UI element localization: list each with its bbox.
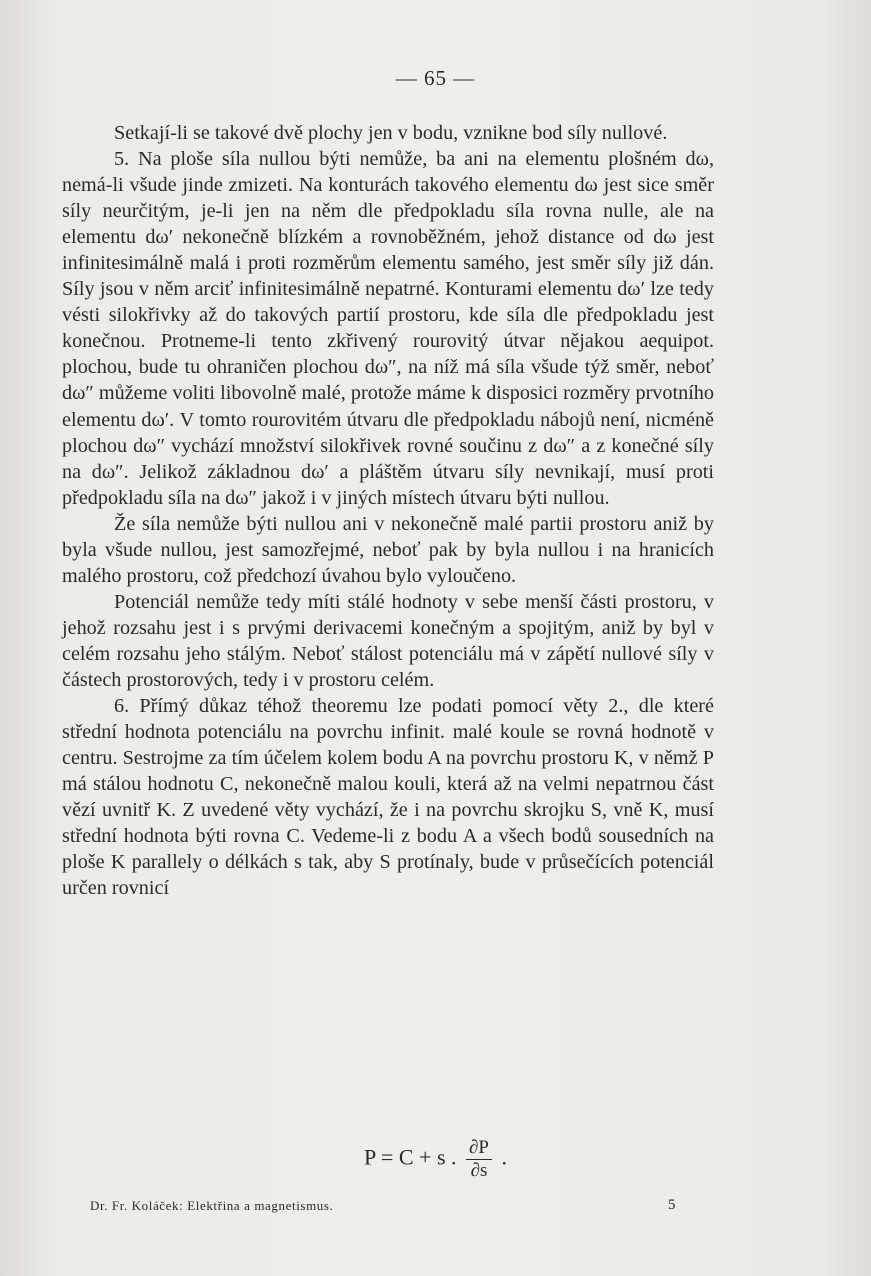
page-number: — 65 — [395, 66, 476, 90]
equation-end: . [501, 1144, 507, 1170]
footer-signature: Dr. Fr. Koláček: Elektřina a magnetismus. [90, 1198, 334, 1213]
paragraph-4: Potenciál nemůže tedy míti stálé hodnoty v sebe menší části prostoru, v jehož rozsahu jest i s prvými derivacemi konečným a spojitým, aniž by byl v celém rozsahu jeho stálým. Neboť stálost potenciálu má v zápětí nullové síly v částech prostorových, tedy i v prostoru celém. [62, 590, 714, 691]
body-text [62, 120, 714, 901]
equation-left: P = C + s . [364, 1144, 457, 1170]
fraction-numerator: ∂P [466, 1138, 492, 1160]
equation [0, 1138, 871, 1181]
partial-derivative-fraction [466, 1138, 492, 1181]
paragraph-1: Setkají-li se takové dvě plochy jen v bodu, vznikne bod síly nullové. [114, 122, 668, 144]
paragraph-2: 5. Na ploše síla nullou býti nemůže, ba ani na elementu plošném dω, nemá-li všude jinde zmizeti. Na konturách takového elementu dω jest sice směr síly neurčitým, je-li jen na něm dle předpokladu síla rovna nulle, ale na elementu dω′ nekonečně blízkém a rovnoběžném, jehož distance od dω jest infinitesimálně malá i proti rozměrům elementu samého, jest směr síly již dán. Síly jsou v něm arciť infinitesimálně nepatrné. Konturami elementu dω′ lze tedy vésti silokřivky až do takových partií prostoru, kde síla dle předpokladu jest konečnou. Protneme-li tento zkřivený rourovitý útvar nějakou aequipot. plochou, bude tu ohraničen plochou dω″, na níž má síla všude týž směr, neboť dω″ můžeme voliti libovolně malé, protože máme k disposici rozměry prvotního elementu dω′. V tomto rourovitém útvaru dle předpokladu nábojů není, nicméně plochou dω″ vychází množství silokřivek rovné součinu z dω″ a z konečné síly na dω″. Jelikož základnou dω′ a pláštěm útvaru síly nevnikají, musí proti předpokladu síla na dω″ jakož i v jiných místech útvaru býti nullou. [62, 148, 714, 509]
fraction-denominator: ∂s [470, 1160, 488, 1181]
paragraph-5: 6. Přímý důkaz téhož theoremu lze podati pomocí věty 2., dle které střední hodnota potenciálu na povrchu infinit. malé koule se rovná hodnotě v centru. Sestrojme za tím účelem kolem bodu A na povrchu prostoru K, v němž P má stálou hodnotu C, nekonečně malou kouli, která až na velmi nepatrnou část vězí uvnitř K. Z uvedené věty vychází, že i na povrchu skrojku S, vně K, musí střední hodnota býti rovna C. Vedeme-li z bodu A a všech bodů sousedních na ploše K parallely o délkách s tak, aby S protínaly, bude v průsečících potenciál určen rovnicí [62, 695, 714, 900]
paragraph-3: Že síla nemůže býti nullou ani v nekonečně malé partii prostoru aniž by byla všude nullou, jest samozřejmé, neboť pak by byla nullou i na hranicích malého prostoru, což předchozí úvahou bylo vyloučeno. [62, 512, 714, 587]
signature-mark: 5 [668, 1197, 676, 1213]
